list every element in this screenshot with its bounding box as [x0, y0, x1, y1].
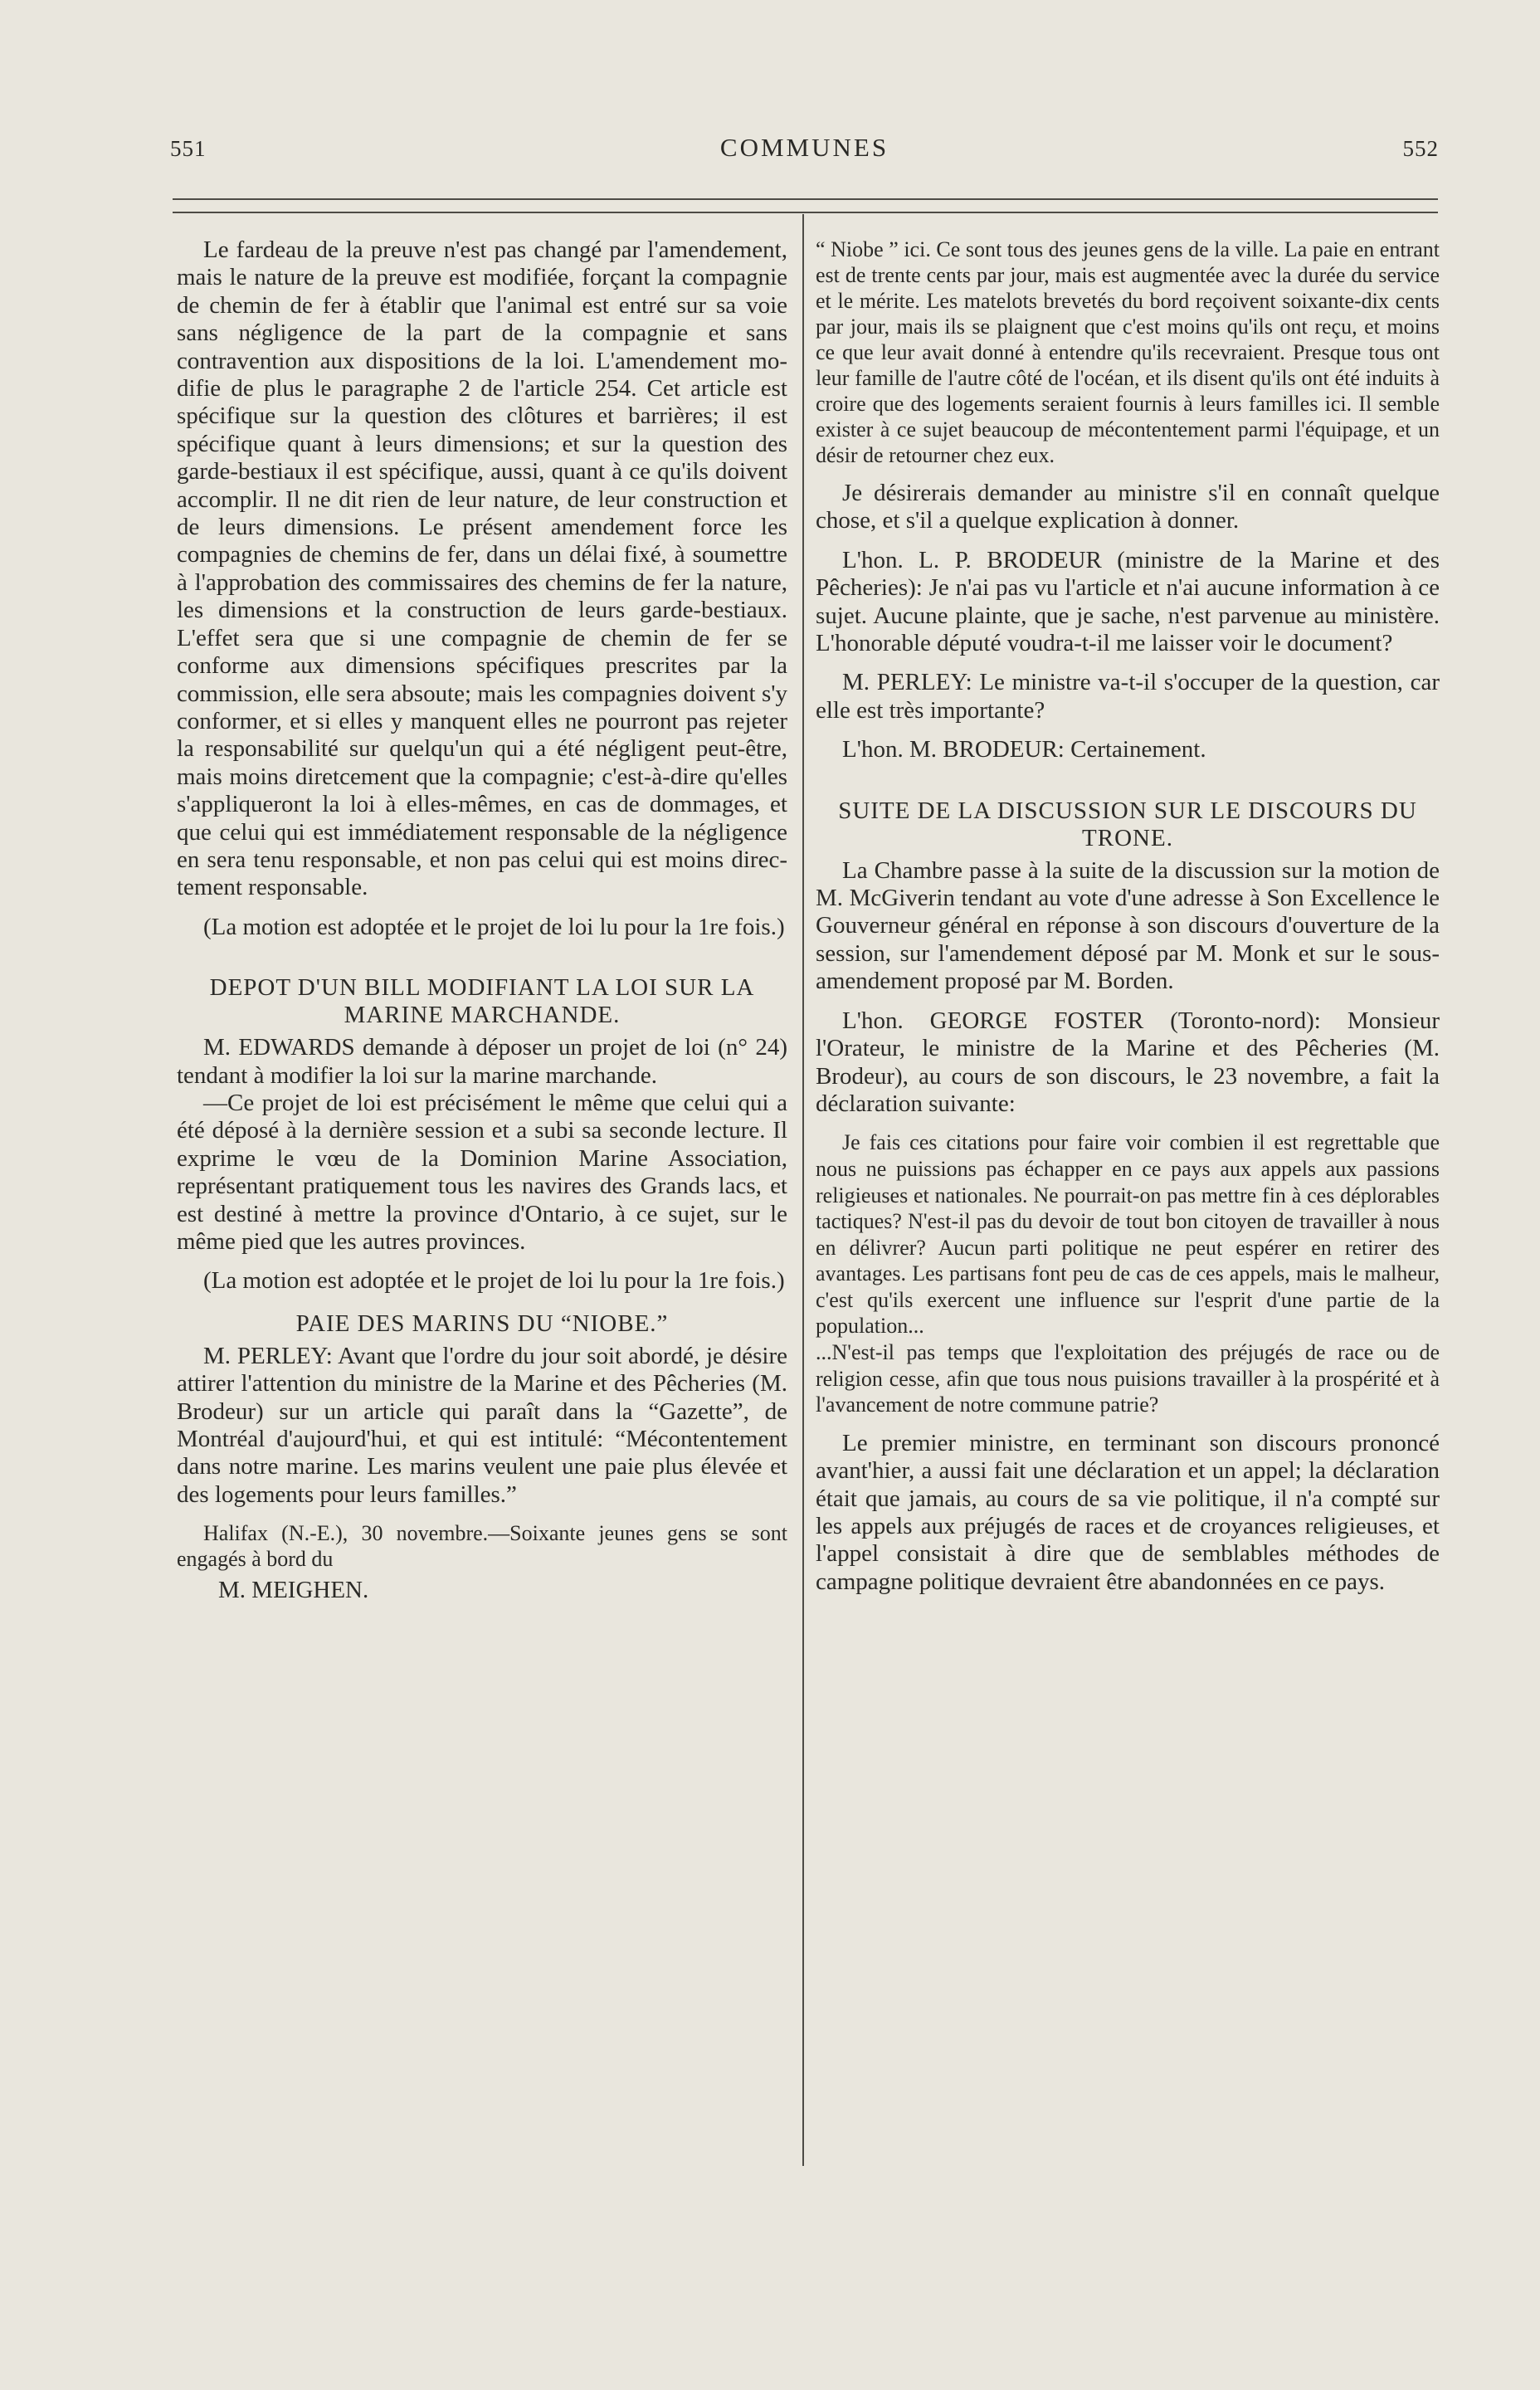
quoted-paragraph: Halifax (N.-E.), 30 novembre.—Soixante jeunes gens se sont engagés à bord du	[177, 1521, 787, 1572]
paragraph: —Ce projet de loi est précisément le même que celui qui a été déposé à la dernière session et a subi sa seconde lecture. Il exprime le vœu de la Dominion Marine Association, représentant pratiquement tous les navires des Grands lacs, et est destiné à mettre la province d'Ontario, à ce sujet, sur le même pied que les autres provinces.	[177, 1089, 787, 1255]
header-rule-top	[173, 198, 1438, 200]
right-column	[816, 237, 1440, 1596]
paragraph: Je désirerais demander au ministre s'il en connaît quelque chose, et s'il a quelque explication à donner.	[816, 480, 1440, 534]
paragraph: L'hon. GEORGE FOSTER (Toronto-nord): Monsieur l'Orateur, le ministre de la Marine et des Pêcheries (M. Brodeur), au cours de son discours, le 23 novembre, a fait la déclaration suivante:	[816, 1007, 1440, 1117]
right-page-number: 552	[1402, 136, 1439, 161]
block-quote: ...N'est-il pas temps que l'exploitation des préjugés de race ou de religion cesse, afin que tous nous puisions travailler à la prospérité et à l'avancement de notre commune patrie?	[816, 1340, 1440, 1417]
paragraph: M. PERLEY: Avant que l'ordre du jour soit abordé, je désire attirer l'attention du ministre de la Marine et des Pêcheries (M. Brodeur) sur un article qui paraît dans la “Gazette”, de Montréal d'aujourd'hui, et qui est intitulé: “Mécontentement dans notre marine. Les marins veulent une paie plus élevée et des logements pour leurs familles.”	[177, 1342, 787, 1508]
page-title: COMMUNES	[719, 133, 889, 162]
header-rule-bottom	[173, 212, 1438, 213]
section-heading: SUITE DE LA DISCUSSION SUR LE DISCOURS DU TRONE.	[838, 797, 1417, 851]
column-divider	[802, 214, 804, 2166]
paragraph: L'hon. M. BRODEUR: Certainement.	[842, 736, 1206, 763]
paragraph: (La motion est adoptée et le projet de loi lu pour la 1re fois.)	[203, 913, 785, 940]
paragraph: La Chambre passe à la suite de la discussion sur la motion de M. McGiverin tendant au vote d'une adresse à Son Excellence le Gouverneur général en réponse à son discours d'ouverture de la session, sur l'amendement déposé par M. Monk et sur le sous-amendement proposé par M. Borden.	[816, 856, 1440, 995]
running-head	[170, 133, 1439, 166]
paragraph: Le premier ministre, en terminant son discours prononcé avant'hier, a aussi fait une déclaration et un appel; la déclaration était que jamais, au cours de sa vie politique, il n'a compté sur les appels aux préjugés de races et de croyances religieuses, et l'appel consistait à dire que de semblables méthodes de campagne politique devraient être abandonnées en ce pays.	[816, 1429, 1440, 1595]
block-quote: Je fais ces citations pour faire voir combien il est regrettable que nous ne puissions pas échapper en ce pays aux appels aux passions religieuses et nationales. Ne pourrait-on pas mettre fin à ces déplorables tactiques? N'est-il pas du devoir de tout bon citoyen de travailler à nous en délivrer? Aucun parti politique ne peut espérer en retirer des avantages. Les partisans font peu de cas de ces appels, mais le malheur, c'est qu'ils exercent une influence sur l'esprit d'une partie de la population...	[816, 1130, 1440, 1339]
paragraph: M. EDWARDS demande à déposer un projet de loi (n° 24) tendant à modifier la loi sur la marine marchande.	[177, 1034, 787, 1089]
paragraph: (La motion est adoptée et le projet de loi lu pour la 1re fois.)	[203, 1267, 785, 1295]
speaker-byline: M. MEIGHEN.	[218, 1577, 369, 1604]
paragraph: L'hon. L. P. BRODEUR (ministre de la Marine et des Pêcheries): Je n'ai pas vu l'article et n'ai aucune information à ce sujet. Aucune plainte, que je sache, n'est parvenue au ministère. L'honorable député voudra-t-il me laisser voir le document?	[816, 546, 1440, 657]
section-heading: DEPOT D'UN BILL MODIFIANT LA LOI SUR LA MARINE MARCHANDE.	[209, 974, 755, 1029]
left-column	[177, 237, 787, 1605]
left-page-number: 551	[170, 136, 207, 161]
quoted-paragraph: “ Niobe ” ici. Ce sont tous des jeunes gens de la ville. La paie en entrant est de trente cents par jour, mais est augmentée avec la durée du service et le mérite. Les matelots brevetés du bord reçoivent soixante-dix cents par jour, mais ils se plaignent que c'est moins qu'ils ont reçu, et moins ce que leur avait donné à entendre qu'ils recevraient. Presque tous ont leur famille de l'autre côté de l'océan, et ils disent qu'ils ont été induits à croire que des logements seraient fournis à leurs familles ici. Il semble exister à ce sujet beaucoup de mécontentement parmi l'équipage, et un désir de retourner chez eux.	[816, 237, 1440, 467]
paragraph: M. PERLEY: Le ministre va-t-il s'occuper de la question, car elle est très importante?	[816, 669, 1440, 724]
paragraph: Le fardeau de la preuve n'est pas changé par l'amendement, mais le nature de la preuve est modifiée, forçant la compagnie de chemin de fer à établir que l'animal est entré sur sa voie sans négligence de la part de la compagnie et sans contravention aux dispositions de la loi. L'amendement modifie de plus le paragraphe 2 de l'article 254. Cet article est spécifique sur la question des clôtures et barrières; il est spécifique quant à leurs dimensions; et sur la question des garde-bestiaux il est spécifique, aussi, quant à ce qu'ils doivent accomplir. Il ne dit rien de leur nature, de leur construction et de leurs dimensions. Le présent amendement force les compagnies de chemins de fer, dans un délai fixé, à soumettre à l'approbation des commissaires des chemins de fer la nature, les dimensions et la construction de leurs garde-bestiaux. L'effet sera que si une compagnie de chemin de fer se conforme aux dimensions spécifiques prescrites par la commission, elle sera absoute; mais les compagnies doivent s'y conformer, et si elles y manquent elles ne pourront pas rejeter la responsabilité sur quelqu'un qui a été négligent peut-être, mais moins diretcement que la compagnie; c'est-à-dire qu'elles s'appliqueront la loi à elles-mêmes, en cas de dommages, et que celui qui est immédiatement responsable de la négligence en sera tenu responsable, et non pas celui qui est moins directement responsable.	[177, 237, 787, 901]
section-heading: PAIE DES MARINS DU “NIOBE.”	[295, 1310, 669, 1337]
